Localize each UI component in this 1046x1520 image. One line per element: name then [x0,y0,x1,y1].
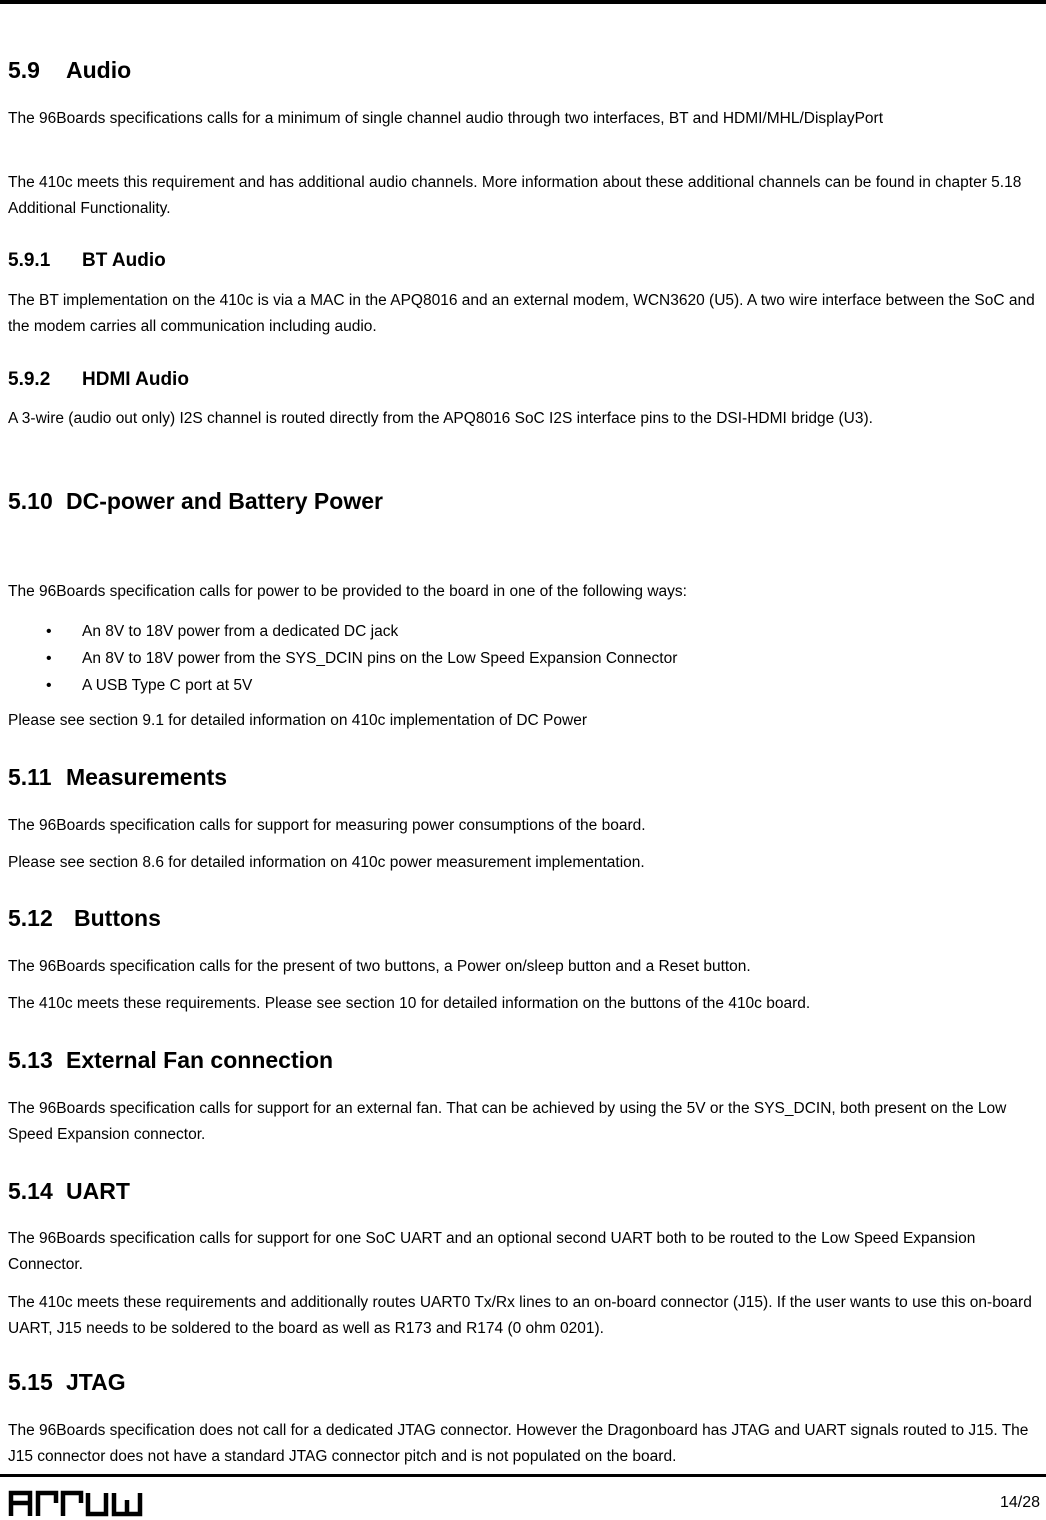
section-5-9-1 [8,249,1040,273]
paragraph: The 96Boards specifications calls for a minimum of single channel audio through two interfaces, BT and HDMI/MHL/DisplayPort [8,110,884,127]
section-5-14 [8,1177,1040,1205]
paragraph: The 410c meets these requirements. Please see section 10 for detailed information on the buttons of the 410c board. [8,995,811,1012]
section-5-15 [8,1368,1040,1396]
arrow-logo [8,1488,144,1518]
paragraph: The 96Boards specification calls for power to be provided to the board in one of the following ways: [8,583,687,600]
paragraph: The 410c meets this requirement and has additional audio channels. More information about these additional channels can be found in chapter 5.18 Additional Functionality. [8,174,1022,217]
subsection-heading: 5.9.2 HDMI Audio [8,369,189,390]
paragraph: Please see section 8.6 for detailed information on 410c power measurement implementation. [8,854,645,871]
section-heading: 5.15 JTAG [8,1369,126,1395]
section-5-13 [8,1046,1040,1074]
section-heading: 5.9 Audio [8,57,132,83]
section-heading: 5.12 Buttons [8,905,161,931]
top-rule [0,0,1046,4]
section-heading: 5.14 UART [8,1178,130,1204]
section-heading: 5.10 DC-power and Battery Power [8,488,383,514]
paragraph: The BT implementation on the 410c is via a MAC in the APQ8016 and an external modem, WCN3620 (U5). A two wire interface between the SoC and the modem carries all communication including audio. [8,292,1035,335]
section-5-11 [8,763,1040,791]
paragraph: The 96Boards specification calls for support for measuring power consumptions of the board. [8,817,646,834]
section-heading: 5.13 External Fan connection [8,1047,334,1073]
paragraph: The 96Boards specification does not call for a dedicated JTAG connector. However the Dragonboard has JTAG and UART signals routed to J15. The J15 connector does not have a standard JTAG connector pitch and is not populated on the board. [8,1422,1029,1465]
section-5-10 [8,487,1040,515]
section-heading: 5.11 Measurements [8,764,228,790]
list-item: • A USB Type C port at 5V [46,677,253,694]
paragraph: The 96Boards specification calls for support for an external fan. That can be achieved by using the 5V or the SYS_DCIN, both present on the Low Speed Expansion connector. [8,1100,1007,1143]
paragraph: A 3-wire (audio out only) I2S channel is routed directly from the APQ8016 SoC I2S interface pins to the DSI-HDMI bridge (U3). [8,410,873,427]
section-5-12 [8,904,1040,932]
section-5-9 [8,56,1040,84]
bullet-list [8,618,1040,699]
page-number: 14/28 [999,1494,1040,1511]
subsection-heading: 5.9.1 BT Audio [8,250,166,271]
footer-rule [0,1474,1046,1477]
paragraph: The 96Boards specification calls for support for one SoC UART and an optional second UART both to be routed to the Low Speed Expansion Connector. [8,1230,976,1273]
paragraph: The 96Boards specification calls for the present of two buttons, a Power on/sleep button and a Reset button. [8,958,751,975]
section-5-9-2 [8,368,1040,392]
paragraph: The 410c meets these requirements and additionally routes UART0 Tx/Rx lines to an on-board connector (J15). If the user wants to use this on-board UART, J15 needs to be soldered to the board as well as R173 and R174 (0 ohm 0201). [8,1294,1032,1337]
list-item: • An 8V to 18V power from a dedicated DC jack [46,623,399,640]
list-item: • An 8V to 18V power from the SYS_DCIN pins on the Low Speed Expansion Connector [46,650,678,667]
paragraph: Please see section 9.1 for detailed information on 410c implementation of DC Power [8,712,587,729]
